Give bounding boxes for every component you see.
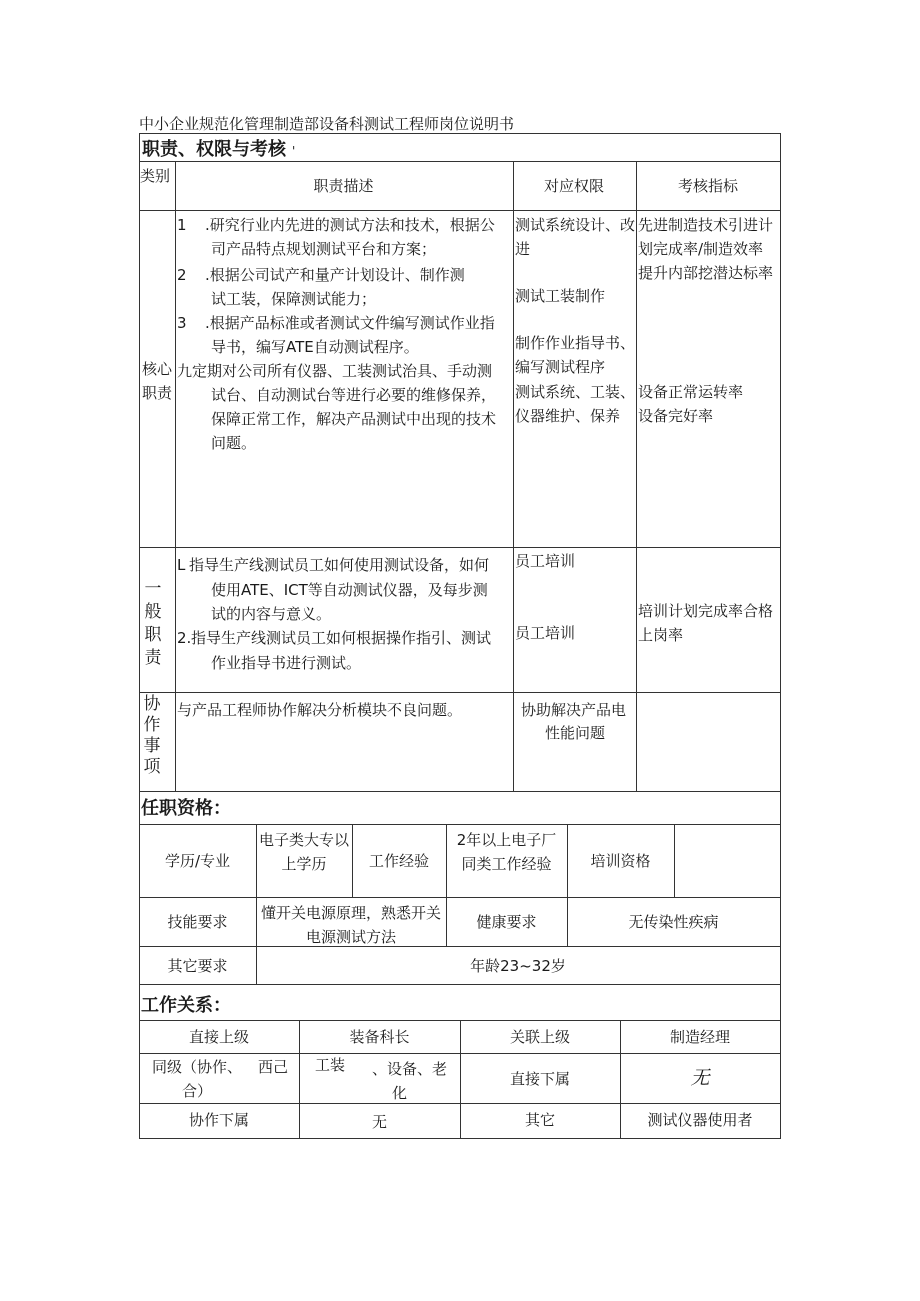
general-item-1-line-2: 使用ATE、ICT等自动测试仪器，及每步测 bbox=[211, 581, 488, 599]
section-title-relations: 工作关系： bbox=[141, 995, 231, 1016]
core-item-2-num: 2 bbox=[177, 266, 187, 284]
exp-label: 工作经验 bbox=[368, 852, 429, 870]
core-item-4-line-1: 定期对公司所有仪器、工装测试治具、手动测 bbox=[192, 362, 493, 380]
peer-value-2: 、设备、老 bbox=[372, 1060, 448, 1078]
core-authority-2: 进 bbox=[515, 240, 531, 258]
frame-top bbox=[139, 133, 781, 134]
title-suffix-mark: ' bbox=[292, 144, 296, 158]
other-relation-label: 其它 bbox=[524, 1111, 555, 1129]
core-item-3-line-1: .根据产品标准或者测试文件编写测试作业指 bbox=[205, 314, 495, 332]
coop-subordinate-value: 无 bbox=[371, 1113, 387, 1131]
direct-subordinate-label: 直接下属 bbox=[509, 1070, 570, 1088]
core-authority-5: 编写测试程序 bbox=[515, 358, 606, 376]
rule bbox=[139, 791, 781, 792]
coop-authority-2: 性能问题 bbox=[545, 724, 606, 742]
direct-superior-value: 装备科长 bbox=[349, 1028, 410, 1046]
peer-label-3: 合） bbox=[182, 1082, 213, 1100]
rule bbox=[139, 210, 781, 211]
rule bbox=[139, 161, 781, 162]
peer-label-1: 同级（协作、 bbox=[152, 1058, 243, 1076]
general-item-2-line-2: 作业指导书进行测试。 bbox=[211, 654, 362, 672]
related-superior-value: 制造经理 bbox=[669, 1028, 730, 1046]
core-authority-4: 制作作业指导书、 bbox=[515, 334, 636, 352]
train-label: 培训资格 bbox=[590, 852, 651, 870]
q-divider bbox=[674, 824, 675, 897]
core-kpi-5: 设备完好率 bbox=[638, 407, 714, 425]
general-item-1-line-1: 指导生产线测试员工如何使用测试设备，如何 bbox=[189, 556, 490, 574]
exp-value-1: 2年以上电子厂 bbox=[456, 831, 557, 849]
peer-value-3: 化 bbox=[392, 1084, 408, 1102]
core-category: 核心职责 bbox=[142, 360, 173, 402]
direct-superior-label: 直接上级 bbox=[188, 1028, 249, 1046]
header-kpi: 考核指标 bbox=[677, 177, 738, 195]
skill-value-2: 电源测试方法 bbox=[305, 928, 396, 946]
core-item-4-num: 九 bbox=[177, 362, 193, 380]
core-kpi-4: 设备正常运转率 bbox=[638, 383, 744, 401]
other-req-value: 年龄23~32岁 bbox=[470, 957, 566, 975]
peer-label-2: 西己 bbox=[258, 1058, 289, 1076]
col-divider-1 bbox=[175, 161, 176, 791]
core-item-4-line-4: 问题。 bbox=[211, 434, 257, 452]
rule bbox=[139, 1053, 781, 1054]
header-authority: 对应权限 bbox=[543, 177, 604, 195]
edu-value-1: 电子类大专以 bbox=[258, 831, 349, 849]
core-item-2-line-2: 试工装，保障测试能力； bbox=[211, 290, 377, 308]
health-label: 健康要求 bbox=[476, 913, 537, 931]
general-item-1-line-3: 试的内容与意义。 bbox=[211, 605, 332, 623]
rule bbox=[139, 692, 781, 693]
related-superior-label: 关联上级 bbox=[509, 1028, 570, 1046]
frame-bottom bbox=[139, 1138, 781, 1139]
header-category: 类别 bbox=[140, 167, 171, 185]
coop-description: 与产品工程师协作解决分析模块不良问题。 bbox=[177, 701, 463, 719]
core-item-1-line-1: .研究行业内先进的测试方法和技术，根据公 bbox=[205, 216, 495, 234]
skill-value-1: 懂开关电源原理，熟悉开关 bbox=[260, 904, 441, 922]
core-item-4-line-2: 试台、自动测试台等进行必要的维修保养， bbox=[211, 386, 497, 404]
core-authority-3: 测试工装制作 bbox=[515, 287, 606, 305]
core-kpi-2: 划完成率/制造效率 bbox=[638, 240, 764, 258]
core-item-2-line-1: .根据公司试产和量产计划设计、制作测 bbox=[205, 266, 465, 284]
core-item-3-num: 3 bbox=[177, 314, 187, 332]
general-authority-2: 员工培训 bbox=[515, 624, 576, 642]
exp-value-2: 同类工作经验 bbox=[461, 855, 552, 873]
general-item-2-num: 2. bbox=[177, 629, 192, 647]
direct-subordinate-value: 无 bbox=[690, 1067, 710, 1089]
section-title-qualifications: 任职资格： bbox=[141, 798, 231, 819]
general-kpi-2: 上岗率 bbox=[638, 626, 684, 644]
col-divider-3 bbox=[636, 161, 637, 791]
rule bbox=[139, 824, 781, 825]
core-authority-6: 测试系统、工装、 bbox=[515, 383, 636, 401]
rule bbox=[139, 984, 781, 985]
core-kpi-3: 提升内部挖潜达标率 bbox=[638, 264, 774, 282]
other-req-label: 其它要求 bbox=[167, 957, 228, 975]
core-authority-1: 测试系统设计、改 bbox=[515, 216, 636, 234]
core-item-4-line-3: 保障正常工作，解决产品测试中出现的技术 bbox=[211, 410, 497, 428]
header-description: 职责描述 bbox=[313, 177, 374, 195]
other-relation-value: 测试仪器使用者 bbox=[647, 1111, 753, 1129]
core-item-1-num: 1 bbox=[177, 216, 187, 234]
health-value: 无传染性疾病 bbox=[628, 913, 719, 931]
frame-left bbox=[139, 133, 140, 1139]
general-category: 一般职责 bbox=[144, 579, 162, 668]
core-kpi-1: 先进制造技术引进计 bbox=[638, 216, 774, 234]
document-title: 中小企业规范化管理制造部设备科测试工程师岗位说明书 bbox=[139, 115, 515, 133]
rule bbox=[139, 547, 781, 548]
core-item-3-line-2: 导书，编写ATE自动测试程序。 bbox=[211, 338, 419, 356]
rule bbox=[139, 946, 781, 947]
edu-label: 学历/专业 bbox=[164, 852, 231, 870]
general-authority-1: 员工培训 bbox=[515, 552, 576, 570]
coop-category: 协作事项 bbox=[143, 694, 161, 777]
rule bbox=[139, 1103, 781, 1104]
edu-value-2: 上学历 bbox=[281, 855, 327, 873]
general-item-2-line-1: 指导生产线测试员工如何根据操作指引、测试 bbox=[191, 629, 492, 647]
rule bbox=[139, 897, 781, 898]
skill-label: 技能要求 bbox=[167, 913, 228, 931]
section-title-duties: 职责、权限与考核 ' bbox=[142, 139, 296, 160]
general-item-1-num: L bbox=[177, 556, 186, 574]
frame-right bbox=[780, 133, 781, 1139]
core-item-1-line-2: 司产品特点规划测试平台和方案； bbox=[211, 240, 437, 258]
core-authority-7: 仪器维护、保养 bbox=[515, 407, 621, 425]
peer-value-1: 工装 bbox=[315, 1056, 346, 1074]
col-divider-2 bbox=[513, 161, 514, 791]
coop-authority-1: 协助解决产品电 bbox=[521, 701, 627, 719]
coop-subordinate-label: 协作下属 bbox=[188, 1111, 249, 1129]
general-kpi-1: 培训计划完成率合格 bbox=[638, 602, 774, 620]
